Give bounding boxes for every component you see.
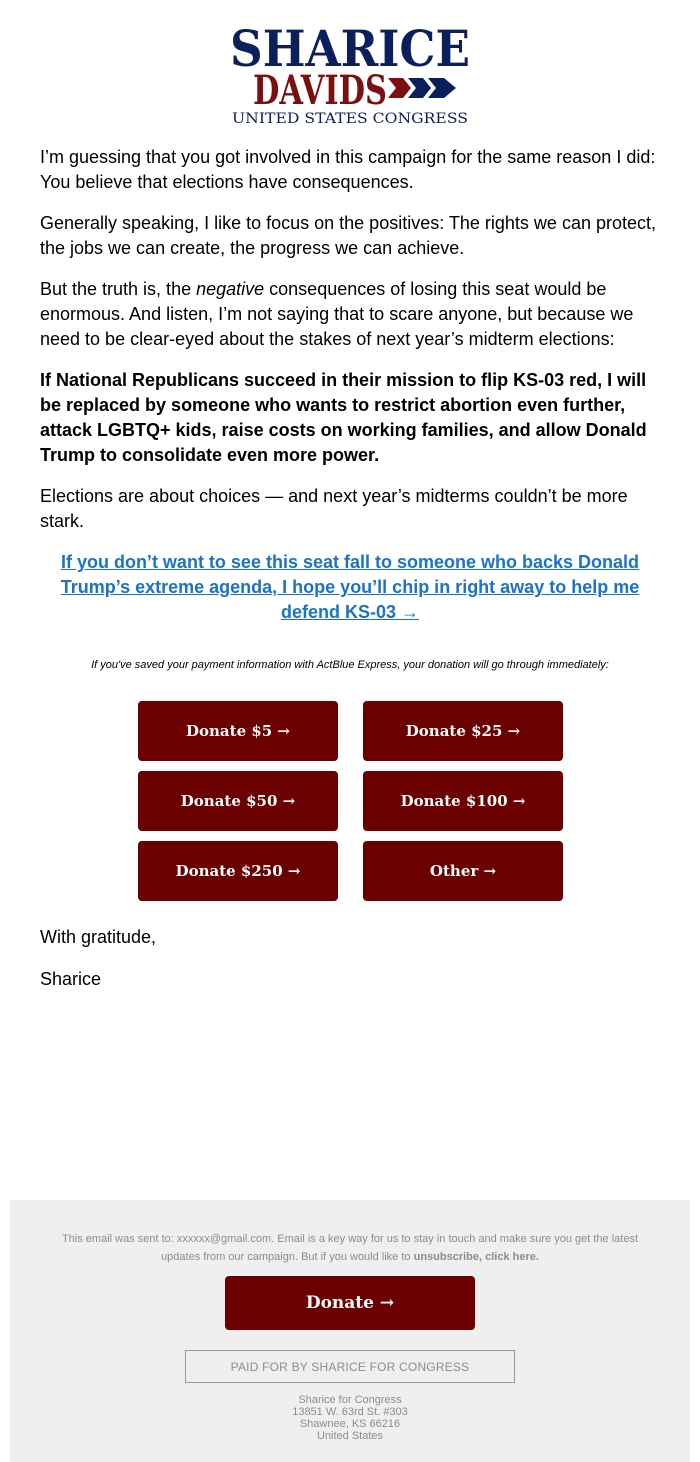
donate-other-button[interactable]: Other → bbox=[363, 841, 563, 901]
signature: Sharice bbox=[40, 969, 102, 989]
paid-for-disclaimer: PAID FOR BY SHARICE FOR CONGRESS bbox=[185, 1350, 515, 1383]
paragraph-4-bold: If National Republicans succeed in their mission to flip KS-03 red, I will be replaced by someone who wants to restrict abortion even further, attack LGBTQ+ kids, raise costs on working families, and allow Donald Trump to consolidate even more power. bbox=[40, 370, 647, 465]
closing bbox=[40, 927, 660, 1011]
paragraph-2: Generally speaking, I like to focus on the positives: The rights we can protect, the jobs we can create, the progress we can achieve. bbox=[40, 213, 656, 258]
logo-subtitle: UNITED STATES CONGRESS bbox=[232, 111, 468, 127]
logo-graphic bbox=[220, 18, 480, 130]
arrow-icon bbox=[388, 78, 456, 98]
footer bbox=[10, 1200, 690, 1462]
donate-cta-link[interactable]: If you don’t want to see this seat fall to someone who backs Donald Trump’s extreme agenda, I hope you’ll chip in right away to help me defend KS-03 → bbox=[60, 552, 640, 622]
donate-100-button[interactable]: Donate $100 → bbox=[363, 771, 563, 831]
paragraph-3-end: consequences of losing this seat would be enormous. And listen, I’m not saying that to scare anyone, but because we need to be clear-eyed about the stakes of next year’s midterm elections: bbox=[40, 279, 634, 349]
address-line: 13851 W. 63rd St. #303 bbox=[292, 1406, 408, 1418]
cta-paragraph bbox=[40, 550, 660, 625]
paragraph-5: Elections are about choices — and next year’s midterms couldn’t be more stark. bbox=[40, 486, 628, 531]
footer-donate-button[interactable]: Donate → bbox=[225, 1276, 475, 1330]
logo-name-last: DAVIDS bbox=[253, 67, 387, 114]
address-line: United States bbox=[316, 1430, 384, 1442]
paragraph-3-start: But the truth is, the bbox=[40, 279, 197, 299]
donate-25-button[interactable]: Donate $25 → bbox=[363, 701, 563, 761]
email-body bbox=[40, 145, 660, 625]
paragraph-3 bbox=[40, 277, 660, 352]
closing-line: With gratitude, bbox=[40, 927, 157, 947]
campaign-logo bbox=[0, 18, 700, 130]
unsubscribe-link[interactable]: unsubscribe, click here. bbox=[413, 1251, 539, 1263]
address-line: Shawnee, KS 66216 bbox=[299, 1418, 401, 1430]
footer-sent-notice bbox=[50, 1230, 650, 1266]
actblue-note: If you've saved your payment information with ActBlue Express, your donation will go through immediately: bbox=[91, 659, 609, 671]
footer-address bbox=[50, 1394, 650, 1442]
donate-5-button[interactable]: Donate $5 → bbox=[138, 701, 338, 761]
donate-50-button[interactable]: Donate $50 → bbox=[138, 771, 338, 831]
donate-250-button[interactable]: Donate $250 → bbox=[138, 841, 338, 901]
paragraph-3-emphasis: negative bbox=[196, 279, 265, 299]
address-line: Sharice for Congress bbox=[298, 1394, 402, 1406]
footer-sent-text: This email was sent to: xxxxxx@gmail.com. Email is a key way for us to stay in touch and make sure you get the latest updates from our campaign. But if you would like to bbox=[61, 1233, 639, 1263]
logo-name-first: SHARICE bbox=[230, 19, 470, 78]
paragraph-1: I’m guessing that you got involved in this campaign for the same reason I did: You believe that elections have consequences. bbox=[40, 147, 656, 192]
